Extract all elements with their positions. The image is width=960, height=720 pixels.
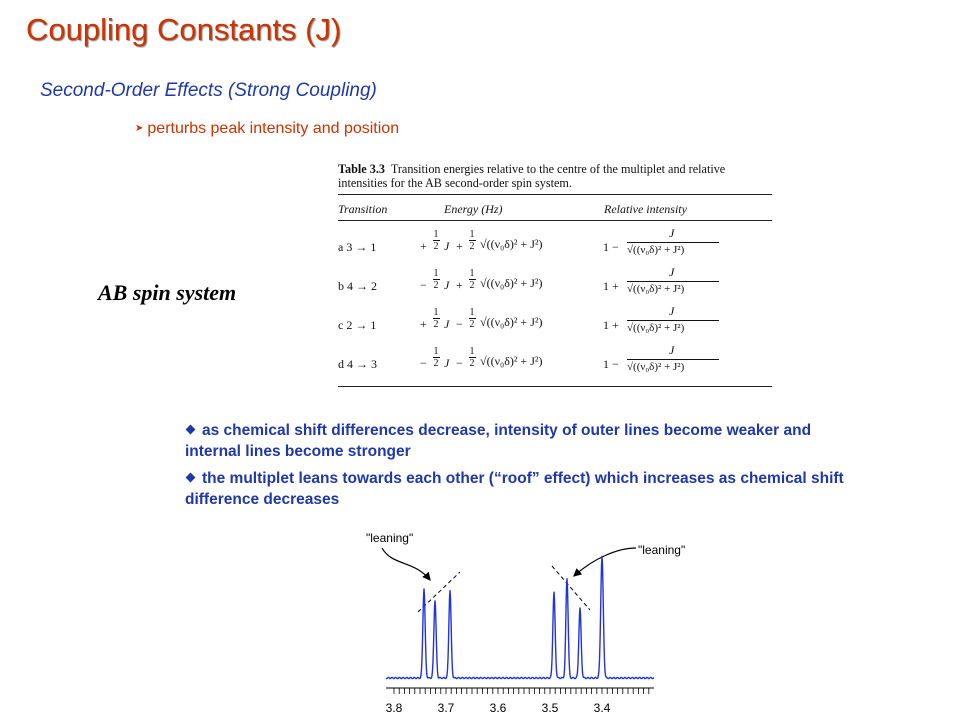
table-header-energy: Energy (Hz)	[444, 202, 503, 216]
transition-table	[336, 160, 776, 390]
row-energy	[420, 345, 570, 381]
tick-label: 3.7	[437, 701, 455, 715]
energy-half-num: 1	[469, 346, 475, 357]
bullet-item	[185, 468, 865, 510]
slide-title: Coupling Constants (J)	[26, 12, 342, 47]
energy-half-num: 1	[469, 268, 475, 279]
energy-half-num: 1	[433, 346, 439, 357]
tick-label: 3.6	[489, 701, 507, 715]
energy-j: J	[444, 278, 450, 292]
table-row	[336, 345, 776, 385]
energy-half-den: 2	[433, 280, 439, 291]
intensity-sign: 1 +	[603, 318, 619, 332]
energy-sign-1: −	[420, 356, 427, 370]
row-transition: b 4 → 2	[338, 279, 377, 293]
intensity-sign: 1 −	[603, 357, 619, 371]
row-intensity	[603, 228, 773, 268]
slide-subtitle: Second-Order Effects (Strong Coupling)	[40, 80, 377, 101]
bullet-text: the multiplet leans towards each other (“roof” effect) which increases as chemical shift difference decreases	[185, 470, 844, 508]
energy-sqrt: √((ν₀δ)² + J²)	[480, 315, 543, 329]
sub-bullet	[135, 120, 399, 138]
spin-system-label: AB spin system	[98, 280, 237, 305]
row-intensity	[603, 267, 773, 307]
row-transition: d 4 → 3	[338, 357, 377, 371]
energy-sign-1: −	[420, 278, 427, 292]
tick-label: 3.8	[385, 701, 403, 715]
tick-label: 3.5	[541, 701, 559, 715]
energy-half-den: 2	[433, 241, 439, 252]
table-header-transition: Transition	[338, 202, 388, 216]
energy-sign-2: −	[456, 317, 463, 331]
intensity-numerator: J	[669, 343, 675, 357]
arrow-bullet-icon: ➤	[135, 123, 144, 134]
energy-half-den: 2	[433, 319, 439, 330]
table-header-intensity: Relative intensity	[604, 202, 687, 216]
row-transition: a 3 → 1	[338, 240, 377, 254]
intensity-sign: 1 −	[603, 240, 619, 254]
energy-half-den: 2	[433, 358, 439, 369]
energy-half-num: 1	[433, 307, 439, 318]
intensity-sign: 1 +	[603, 279, 619, 293]
energy-sign-2: +	[456, 278, 463, 292]
energy-sign-1: +	[420, 317, 427, 331]
energy-half-num: 1	[433, 229, 439, 240]
energy-sign-2: −	[456, 356, 463, 370]
bullet-list	[185, 420, 865, 516]
diamond-bullet-icon	[186, 425, 196, 435]
energy-j: J	[444, 356, 450, 370]
energy-sqrt: √((ν₀δ)² + J²)	[480, 354, 543, 368]
table-row	[336, 306, 776, 346]
table-caption-text: Transition energies relative to the centre of the multiplet and relative intensities for the AB second-order spin system.	[338, 162, 726, 190]
table-caption	[338, 162, 774, 190]
intensity-denominator: √((ν₀δ)² + J²)	[627, 361, 685, 373]
energy-half-den: 2	[469, 358, 475, 369]
table-rule-bottom	[338, 386, 772, 387]
energy-half-den: 2	[469, 319, 475, 330]
intensity-numerator: J	[669, 265, 675, 279]
table-rule-mid	[338, 220, 772, 221]
ppm-tick-labels	[386, 701, 611, 715]
energy-half-num: 1	[469, 229, 475, 240]
table-row	[336, 228, 776, 268]
bullet-text: as chemical shift differences decrease, intensity of outer lines become weaker and internal lines become stronger	[185, 422, 812, 460]
intensity-denominator: √((ν₀δ)² + J²)	[627, 244, 685, 256]
intensity-denominator: √((ν₀δ)² + J²)	[627, 283, 685, 295]
energy-half-num: 1	[433, 268, 439, 279]
bullet-item	[185, 420, 865, 462]
energy-sqrt: √((ν₀δ)² + J²)	[480, 276, 543, 290]
row-energy	[420, 267, 570, 303]
energy-half-den: 2	[469, 280, 475, 291]
sub-bullet-text: perturbs peak intensity and position	[147, 120, 400, 137]
energy-half-num: 1	[469, 307, 475, 318]
row-intensity	[603, 345, 773, 385]
diamond-bullet-icon	[186, 473, 196, 483]
energy-sign-1: +	[420, 239, 427, 253]
leaning-label-left: "leaning"	[366, 531, 414, 545]
spectrum-trace	[386, 556, 654, 679]
leaning-arrow-right	[574, 548, 636, 576]
energy-sqrt: √((ν₀δ)² + J²)	[480, 237, 543, 251]
roof-line-right	[552, 566, 590, 610]
row-intensity	[603, 306, 773, 346]
energy-j: J	[444, 317, 450, 331]
intensity-denominator: √((ν₀δ)² + J²)	[627, 322, 685, 334]
leaning-arrow-left	[382, 548, 430, 580]
intensity-numerator: J	[669, 304, 675, 318]
energy-sign-2: +	[456, 239, 463, 253]
intensity-numerator: J	[669, 226, 675, 240]
energy-j: J	[444, 239, 450, 253]
table-row	[336, 267, 776, 307]
row-energy	[420, 306, 570, 342]
ppm-minor-ticks	[394, 688, 649, 694]
energy-half-den: 2	[469, 241, 475, 252]
row-energy	[420, 228, 570, 264]
leaning-label-right: "leaning"	[638, 543, 686, 557]
table-rule-top	[338, 194, 772, 195]
row-transition: c 2 → 1	[338, 318, 377, 332]
table-caption-label: Table 3.3	[338, 162, 385, 176]
nmr-spectrum	[356, 528, 686, 718]
tick-label: 3.4	[593, 701, 611, 715]
